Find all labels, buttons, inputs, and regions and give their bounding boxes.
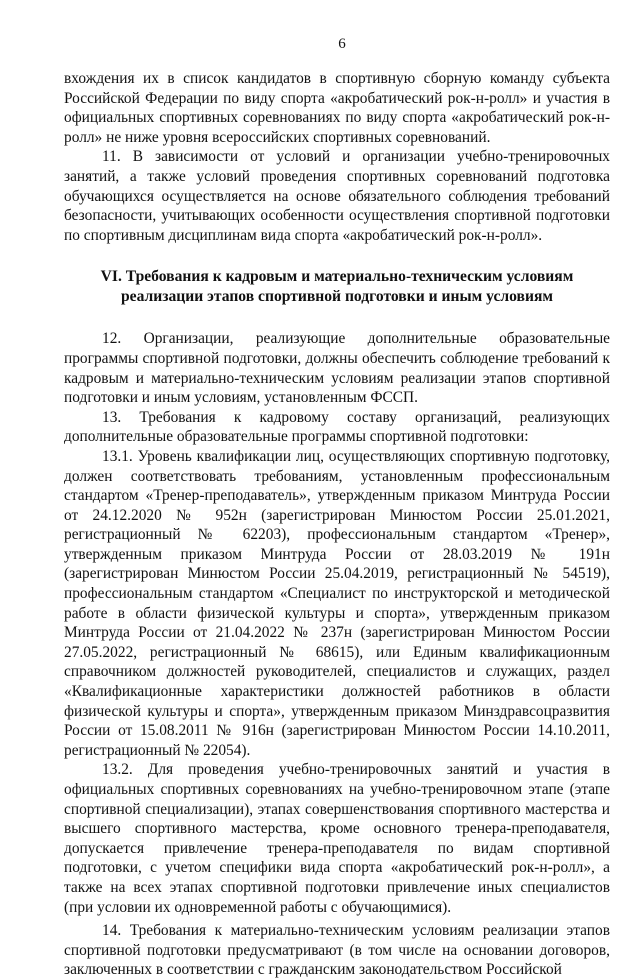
paragraph-13: 13. Требования к кадровому составу организаций, реализующих дополнительные образовательные программы спортивной подготовки: [64,408,610,446]
paragraph-13-1: 13.1. Уровень квалификации лиц, осуществляющих спортивную подготовку, должен соответствовать требованиям, установленным профессиональным стандартом «Тренер-преподаватель», утвержденным приказом Минтруда России от 24.12.2020 № 952н (зарегистрирован Минюстом России 25.01.2021, регистрационный № 62203), профессиональным стандартом «Тренер», утвержденным приказом Минтруда России от 28.03.2019 № 191н (зарегистрирован Минюстом России 25.04.2019, регистрационный № 54519), профессиональным стандартом «Специалист по инструкторской и методической работе в области физической культуры и спорта», утвержденным приказом Минтруда России от 21.04.2022 № 237н (зарегистрирован Минюстом России 27.05.2022, регистрационный № 68615), или Единым квалификационным справочником должностей руководителей, специалистов и служащих, раздел «Квалификационные характеристики должностей работников в области физической культуры и спорта», утвержденным приказом Минздравсоцразвития России от 15.08.2011 № 916н (зарегистрирован Минюстом России 14.10.2011, регистрационный № 22054). [64,447,610,759]
paragraph-11: 11. В зависимости от условий и организации учебно-тренировочных занятий, а также условий проведения спортивных соревнований подготовка обучающихся осуществляется на основе обязательного соблюдения требований безопасности, учитывающих особенности осуществления спортивной подготовки по спортивным дисциплинам вида спорта «акробатический рок-н-ролл». [64,148,610,244]
paragraph-continuation: вхождения их в список кандидатов в спортивную сборную команду субъекта Российской Федерации по виду спорта «акробатический рок-н-ролл» и участия в официальных спортивных соревнованиях по виду спорта «акробатический рок-н-ролл» не ниже уровня всероссийских спортивных соревнований. [64,70,610,146]
section-title [64,267,610,307]
paragraph-14: 14. Требования к материально-техническим условиям реализации этапов спортивной подготовки предусматривают (в том числе на основании договоров, заключенных в соответствии с гражданским законодательством Российской [64,922,610,979]
section-title-line-2: реализации этапов спортивной подготовки и иным условиям [120,288,554,306]
page-number: 6 [338,36,346,52]
paragraph-12: 12. Организации, реализующие дополнительные образовательные программы спортивной подготовки, должны обеспечить соблюдение требований к кадровым и материально-техническим условиям реализации этапов спортивной подготовки и иным условиям, установленным ФССП. [64,330,610,407]
paragraph-13-2: 13.2. Для проведения учебно-тренировочных занятий и участия в официальных спортивных соревнованиях на учебно-тренировочном этапе (этапе спортивной специализации), этапах совершенствования спортивного мастерства и высшего спортивного мастерства, кроме основного тренера-преподавателя, допускается привлечение тренера-преподавателя по видам спортивной подготовки, с учетом специфики вида спорта «акробатический рок-н-ролл», а также на всех этапах спортивной подготовки привлечение иных специалистов (при условии их одновременной работы с обучающимися). [64,761,610,916]
section-title-line-1: VI. Требования к кадровым и материально-техническим условиям [100,268,574,286]
